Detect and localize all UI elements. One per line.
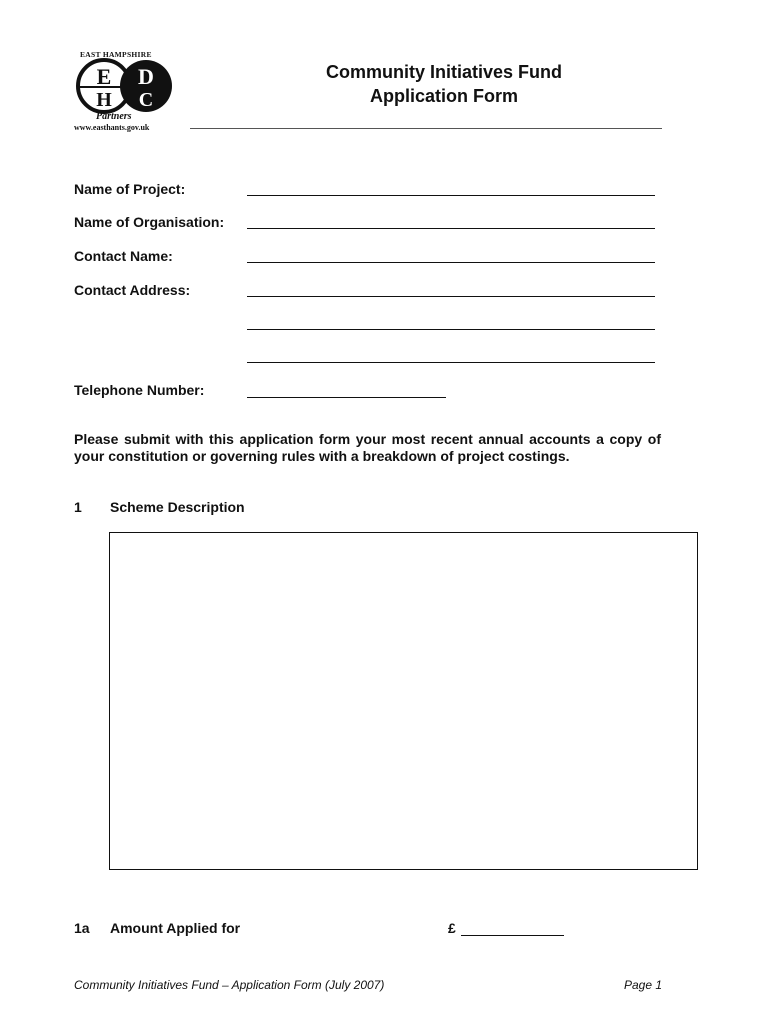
contact-address-label: Contact Address: <box>74 282 191 298</box>
edhc-logo <box>70 50 182 140</box>
logo-letter-c: C <box>138 89 154 111</box>
logo-letter-e: E <box>96 64 112 89</box>
section-1a-number: 1a <box>74 920 90 936</box>
footer-document-name: Community Initiatives Fund – Application Form (July 2007) <box>74 978 385 992</box>
currency-symbol: £ <box>448 920 456 936</box>
section-1a-title: Amount Applied for <box>110 920 241 936</box>
amount-field[interactable] <box>461 935 564 936</box>
project-name-field[interactable] <box>247 195 655 196</box>
form-title-line2: Application Form <box>370 86 518 106</box>
logo-partners: Partners <box>96 111 132 122</box>
logo-letter-h: H <box>96 89 112 111</box>
organisation-name-field[interactable] <box>247 228 655 229</box>
scheme-description-box[interactable] <box>109 532 698 870</box>
logo-letter-d: D <box>138 64 154 89</box>
project-name-label: Name of Project: <box>74 181 186 197</box>
logo-emblem <box>74 58 178 114</box>
contact-address-field-3[interactable] <box>247 362 655 363</box>
section-1-title: Scheme Description <box>110 499 245 515</box>
footer-page-number: Page 1 <box>624 978 663 992</box>
telephone-label: Telephone Number: <box>74 382 205 398</box>
form-title-line1: Community Initiatives Fund <box>325 62 562 82</box>
organisation-name-label: Name of Organisation: <box>74 214 225 230</box>
submission-note: Please submit with this application form your most recent annual accounts a copy of your constitution or governing rules with a breakdown of project costings. <box>74 431 661 464</box>
telephone-field[interactable] <box>247 397 446 398</box>
section-1-number: 1 <box>74 499 82 515</box>
contact-address-field-1[interactable] <box>247 296 655 297</box>
contact-name-label: Contact Name: <box>74 248 173 264</box>
contact-name-field[interactable] <box>247 262 655 263</box>
logo-top-text: EAST HAMPSHIRE <box>80 50 152 59</box>
header-rule <box>190 128 662 129</box>
contact-address-field-2[interactable] <box>247 329 655 330</box>
logo-url: www.easthants.gov.uk <box>74 123 150 132</box>
